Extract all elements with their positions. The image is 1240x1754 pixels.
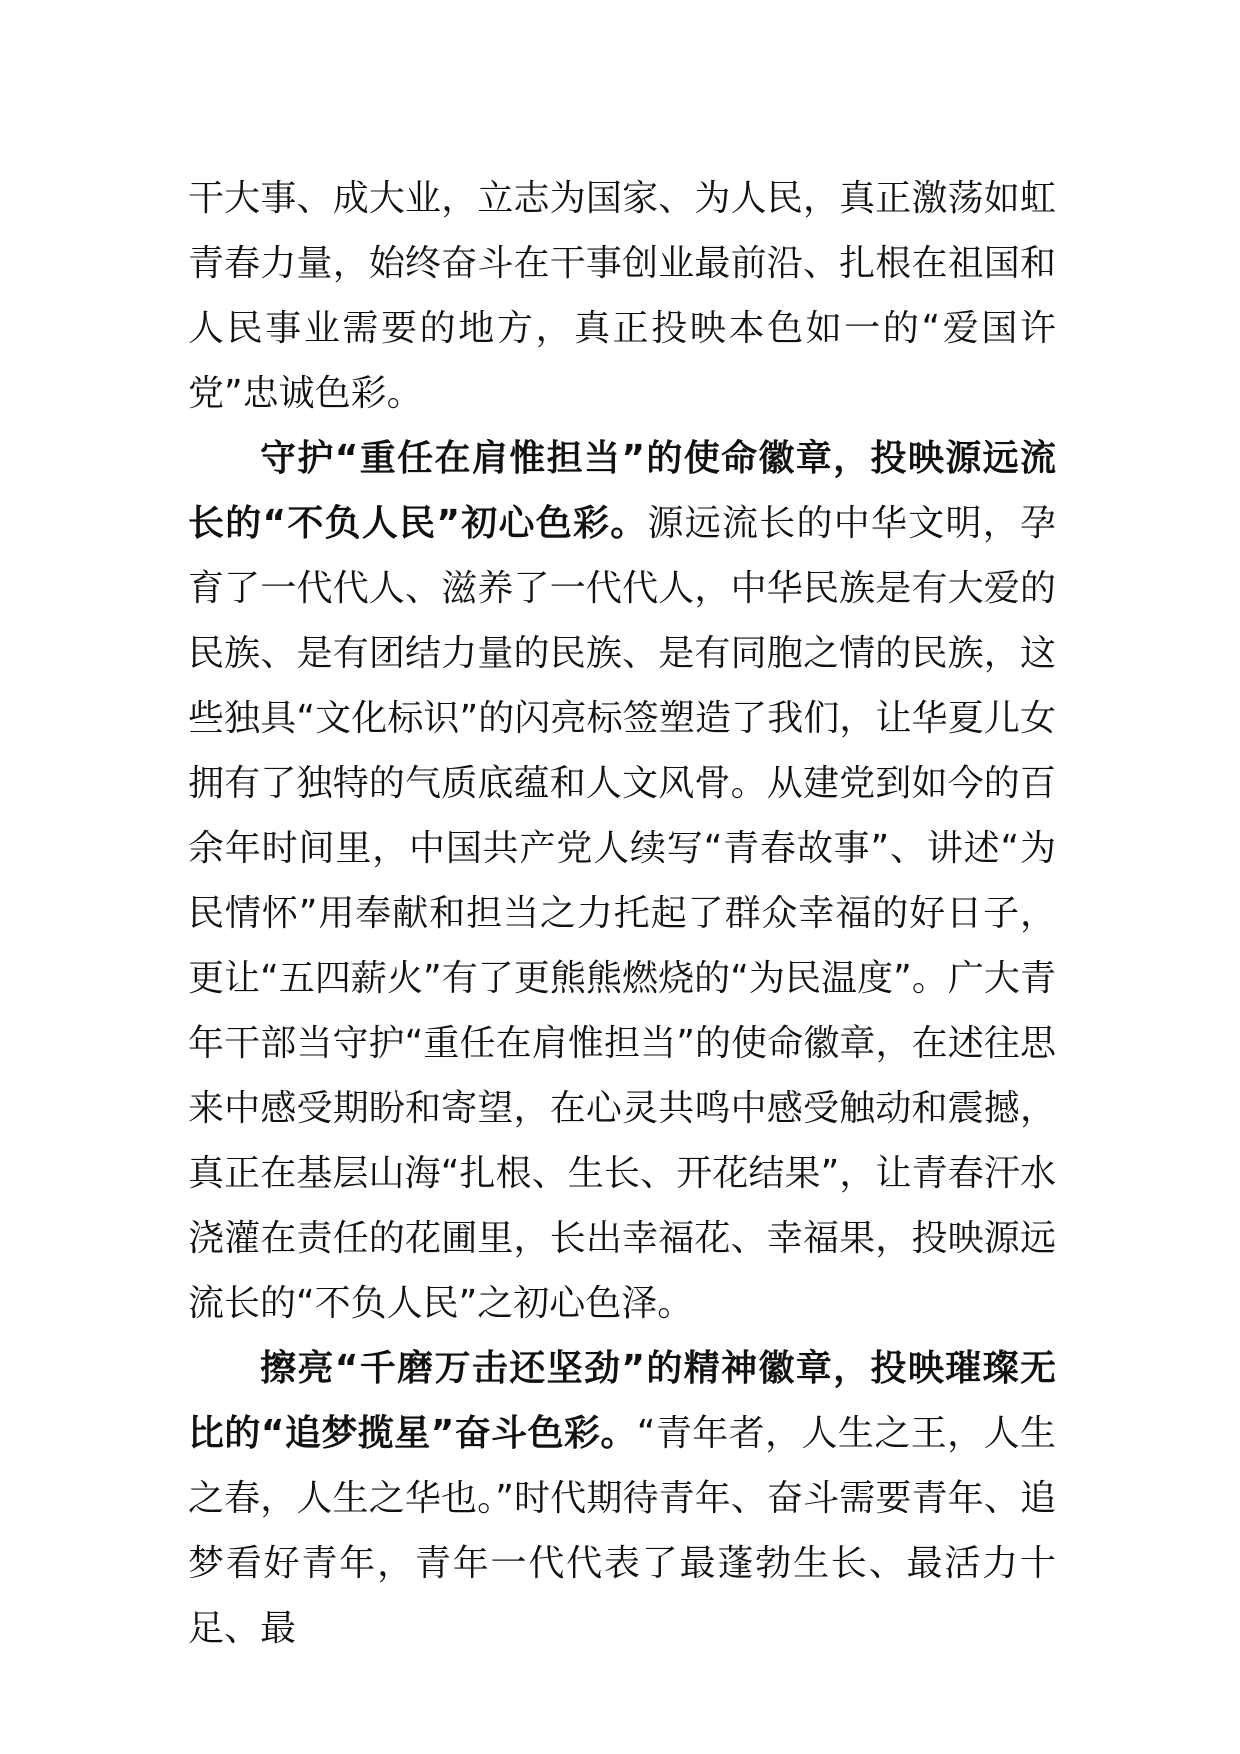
paragraph-spirit-badge <box>188 1336 1056 1661</box>
paragraph-heading-bold: 擦亮“千磨万击还坚劲”的精神徽章，投映璀璨无比的“追梦揽星”奋斗色彩。 <box>188 1348 1056 1454</box>
paragraph-heading-bold: 守护“重任在肩惟担当”的使命徽章，投映源远流长的“不负人民”初心色彩。 <box>188 438 1056 544</box>
paragraph-body-text: 源远流长的中华文明，孕育了一代代人、滋养了一代代人，中华民族是有大爱的民族、是有团结力量的民族、是有同胞之情的民族，这些独具“文化标识”的闪亮标签塑造了我们，让华夏儿女拥有了独特的气质底蕴和人文风骨。从建党到如今的百余年时间里，中国共产党人续写“青春故事”、讲述“为民情怀”用奉献和担当之力托起了群众幸福的好日子，更让“五四薪火”有了更熊熊燃烧的“为民温度”。广大青年干部当守护“重任在肩惟担当”的使命徽章，在述往思来中感受期盼和寄望，在心灵共鸣中感受触动和震撼，真正在基层山海“扎根、生长、开花结果”，让青春汗水浇灌在责任的花圃里，长出幸福花、幸福果，投映源远流长的“不负人民”之初心色泽。 <box>188 503 1056 1324</box>
body-text <box>188 166 1056 1661</box>
paragraph-body-text: 干大事、成大业，立志为国家、为人民，真正激荡如虹青春力量，始终奋斗在干事创业最前沿、扎根在祖国和人民事业需要的地方，真正投映本色如一的“爱国许党”忠诚色彩。 <box>188 178 1056 414</box>
paragraph-continuation <box>188 166 1056 426</box>
paragraph-body-text: “青年者，人生之王，人生之春，人生之华也。”时代期待青年、奋斗需要青年、追梦看好青年，青年一代代表了最蓬勃生长、最活力十足、最 <box>188 1413 1056 1649</box>
paragraph-mission-badge <box>188 426 1056 1336</box>
